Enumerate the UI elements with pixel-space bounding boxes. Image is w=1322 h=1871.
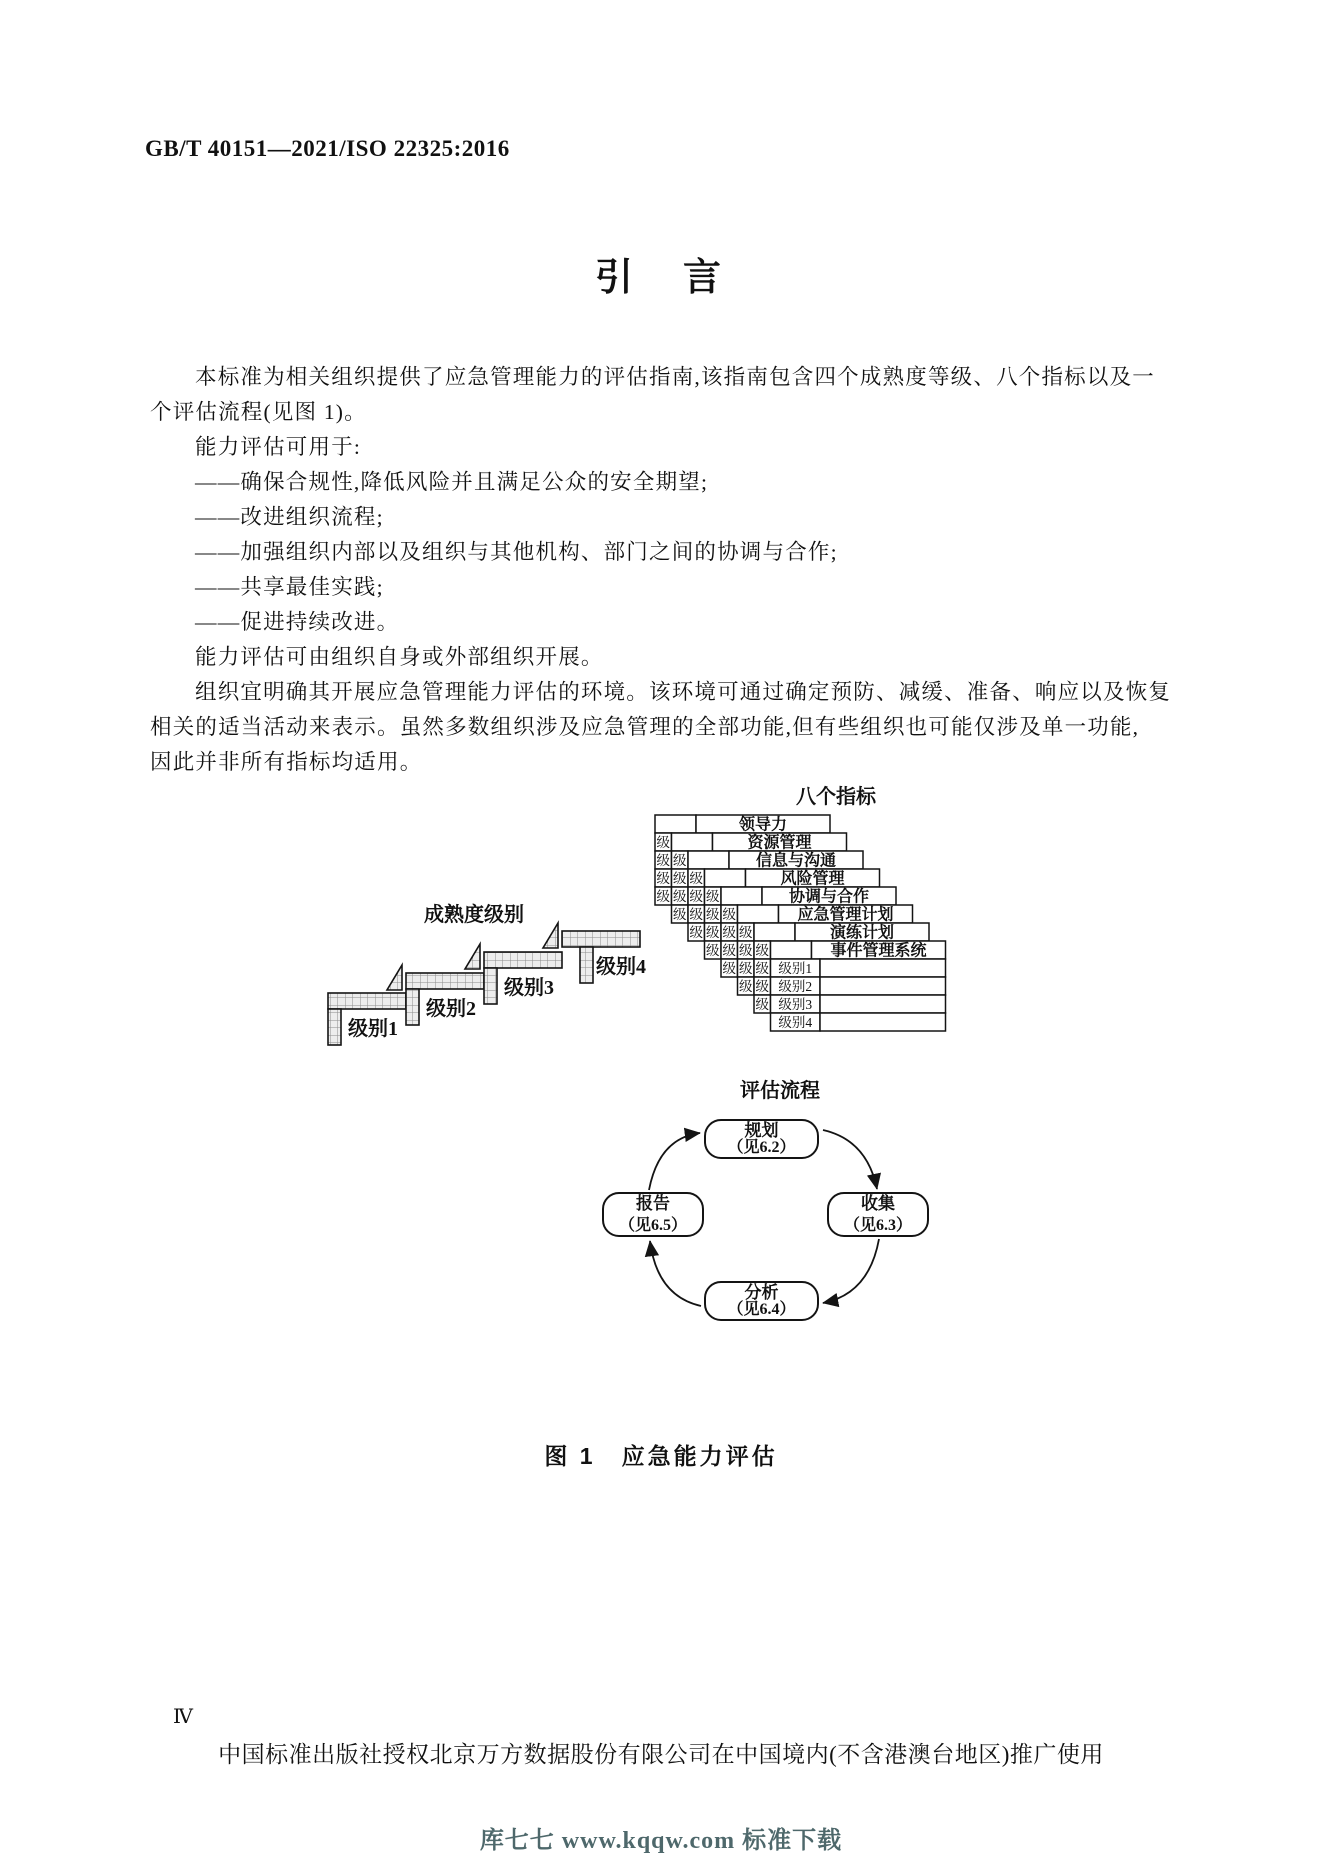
level-cell-char: 级 bbox=[673, 871, 687, 886]
empty-box bbox=[820, 959, 946, 977]
level-cell-char: 级 bbox=[755, 979, 769, 994]
indicator-row bbox=[672, 905, 913, 924]
level-cell-char: 级 bbox=[656, 835, 670, 850]
step-riser bbox=[328, 1009, 341, 1045]
arrow-plan-to-collect bbox=[823, 1130, 877, 1189]
maturity-levels-label: 成熟度级别 bbox=[424, 904, 524, 926]
process-node-title: 规划 bbox=[744, 1121, 779, 1140]
indicator-label: 应急管理计划 bbox=[797, 906, 894, 924]
spacer-cell bbox=[688, 851, 729, 869]
level-cell-char: 级 bbox=[706, 907, 720, 922]
indicator-row bbox=[738, 977, 946, 995]
level-cell-char: 级 bbox=[755, 961, 769, 976]
step-riser bbox=[580, 947, 593, 983]
indicator-row bbox=[754, 995, 946, 1013]
level-cell-char: 级 bbox=[656, 889, 670, 904]
flag-triangle-icon bbox=[387, 965, 402, 990]
spacer-cell bbox=[754, 923, 795, 941]
eight-indicators-label: 八个指标 bbox=[796, 786, 876, 808]
indicator-label: 事件管理系统 bbox=[830, 942, 927, 960]
step-bar bbox=[406, 973, 484, 989]
step-label: 级别2 bbox=[426, 998, 476, 1020]
level-cell-char: 级 bbox=[739, 925, 753, 940]
maturity-staircase bbox=[328, 923, 646, 1045]
spacer-cell bbox=[771, 941, 812, 959]
step-bar bbox=[484, 952, 562, 968]
process-node bbox=[828, 1193, 928, 1236]
indicator-label: 资源管理 bbox=[747, 834, 812, 852]
watermark: 库七七 www.kqqw.com 标准下载 bbox=[479, 1828, 843, 1854]
empty-box bbox=[820, 1013, 946, 1031]
body-line: 因此并非所有指标均适用。 bbox=[150, 750, 423, 774]
indicator-row bbox=[771, 1013, 946, 1031]
spacer-cell bbox=[655, 815, 696, 833]
spacer-cell bbox=[721, 887, 762, 905]
page-number: Ⅳ bbox=[173, 1706, 193, 1728]
body-text bbox=[150, 360, 1210, 780]
body-line: ——确保合规性,降低风险并且满足公众的安全期望; bbox=[195, 470, 709, 494]
process-node-title: 分析 bbox=[744, 1283, 779, 1302]
maturity-step bbox=[328, 993, 406, 1045]
indicator-label: 演练计划 bbox=[829, 924, 895, 942]
level-cell-char: 级 bbox=[722, 961, 736, 976]
process-cycle bbox=[603, 1120, 928, 1320]
spacer-cell bbox=[672, 833, 713, 851]
step-label: 级别4 bbox=[596, 956, 646, 978]
indicator-row bbox=[655, 869, 880, 888]
level-cell-char: 级 bbox=[689, 925, 703, 940]
step-label: 级别1 bbox=[348, 1018, 398, 1040]
level-cell-char: 级 bbox=[689, 871, 703, 886]
level-cell-char: 级 bbox=[656, 853, 670, 868]
indicator-row bbox=[705, 941, 946, 960]
body-line: 个评估流程(见图 1)。 bbox=[150, 400, 367, 424]
level-cell-char: 级 bbox=[656, 871, 670, 886]
process-node-ref: （见6.2） bbox=[727, 1139, 796, 1156]
indicator-label: 信息与沟通 bbox=[755, 852, 837, 870]
level-cell-char: 级 bbox=[739, 961, 753, 976]
level-cell-char: 级 bbox=[689, 889, 703, 904]
process-node bbox=[705, 1282, 818, 1320]
level-cell-char: 级 bbox=[673, 907, 687, 922]
body-line: 能力评估可由组织自身或外部组织开展。 bbox=[195, 645, 604, 669]
indicator-row bbox=[655, 815, 830, 834]
step-label: 级别3 bbox=[504, 977, 554, 999]
level-cell-char: 级 bbox=[673, 853, 687, 868]
step-riser bbox=[406, 989, 419, 1025]
body-line: ——改进组织流程; bbox=[195, 505, 384, 529]
level-cell-char: 级 bbox=[689, 907, 703, 922]
indicator-row bbox=[655, 887, 896, 906]
page-title: 引 言 bbox=[594, 257, 727, 299]
body-line: 本标准为相关组织提供了应急管理能力的评估指南,该指南包含四个成熟度等级、八个指标以及一 bbox=[195, 365, 1155, 389]
figure-1 bbox=[0, 778, 1322, 1343]
indicator-row bbox=[721, 959, 946, 977]
process-node bbox=[705, 1120, 818, 1158]
level-cell-char: 级 bbox=[722, 925, 736, 940]
process-node-title: 报告 bbox=[636, 1194, 670, 1213]
flag-triangle-icon bbox=[543, 923, 558, 948]
indicator-row bbox=[655, 851, 863, 870]
indicator-label: 协调与合作 bbox=[788, 888, 870, 906]
level-cell-char: 级 bbox=[755, 943, 769, 958]
figure-caption: 图 1 应急能力评估 bbox=[544, 1443, 778, 1469]
arrow-analyze-to-report bbox=[650, 1241, 701, 1306]
body-line: 组织宜明确其开展应急管理能力评估的环境。该环境可通过确定预防、减缓、准备、响应以及恢复 bbox=[195, 680, 1172, 704]
arrow-collect-to-analyze bbox=[823, 1239, 879, 1303]
empty-box bbox=[820, 977, 946, 995]
spacer-cell bbox=[705, 869, 746, 887]
body-line: ——加强组织内部以及组织与其他机构、部门之间的协调与合作; bbox=[195, 540, 838, 564]
standard-number-header: GB/T 40151—2021/ISO 22325:2016 bbox=[145, 136, 510, 161]
level-cell-char: 级 bbox=[722, 907, 736, 922]
body-line: ——共享最佳实践; bbox=[195, 575, 384, 599]
authorization-footer: 中国标准出版社授权北京万方数据股份有限公司在中国境内(不含港澳台地区)推广使用 bbox=[218, 1742, 1104, 1767]
spacer-cell bbox=[738, 905, 779, 923]
assessment-process-label: 评估流程 bbox=[740, 1080, 820, 1102]
level-cell-char: 级 bbox=[739, 943, 753, 958]
indicator-stack bbox=[655, 815, 946, 1032]
level-cell-char: 级 bbox=[722, 943, 736, 958]
level-tail-label: 级别3 bbox=[778, 997, 813, 1012]
arrow-report-to-plan bbox=[649, 1133, 700, 1190]
indicator-row bbox=[688, 923, 929, 942]
process-node bbox=[603, 1193, 703, 1236]
indicator-label: 风险管理 bbox=[780, 870, 845, 888]
level-tail-label: 级别2 bbox=[778, 979, 813, 994]
level-tail-label: 级别1 bbox=[778, 961, 813, 976]
empty-box bbox=[820, 995, 946, 1013]
step-bar bbox=[562, 931, 640, 947]
process-node-title: 收集 bbox=[861, 1194, 895, 1213]
process-node-ref: （见6.5） bbox=[618, 1217, 688, 1234]
body-line: ——促进持续改进。 bbox=[195, 610, 400, 634]
level-cell-char: 级 bbox=[706, 943, 720, 958]
process-node-ref: （见6.3） bbox=[843, 1217, 913, 1234]
body-line: 能力评估可用于: bbox=[195, 435, 362, 459]
level-cell-char: 级 bbox=[755, 997, 769, 1012]
level-cell-char: 级 bbox=[739, 979, 753, 994]
flag-triangle-icon bbox=[465, 944, 480, 969]
step-bar bbox=[328, 993, 406, 1009]
step-riser bbox=[484, 968, 497, 1004]
level-tail-label: 级别4 bbox=[778, 1015, 813, 1030]
indicator-row bbox=[655, 833, 847, 852]
process-node-ref: （见6.4） bbox=[727, 1301, 796, 1318]
indicator-label: 领导力 bbox=[738, 816, 788, 834]
level-cell-char: 级 bbox=[706, 889, 720, 904]
level-cell-char: 级 bbox=[706, 925, 720, 940]
body-line: 相关的适当活动来表示。虽然多数组织涉及应急管理的全部功能,但有些组织也可能仅涉及单一功能, bbox=[150, 715, 1140, 739]
level-cell-char: 级 bbox=[673, 889, 687, 904]
